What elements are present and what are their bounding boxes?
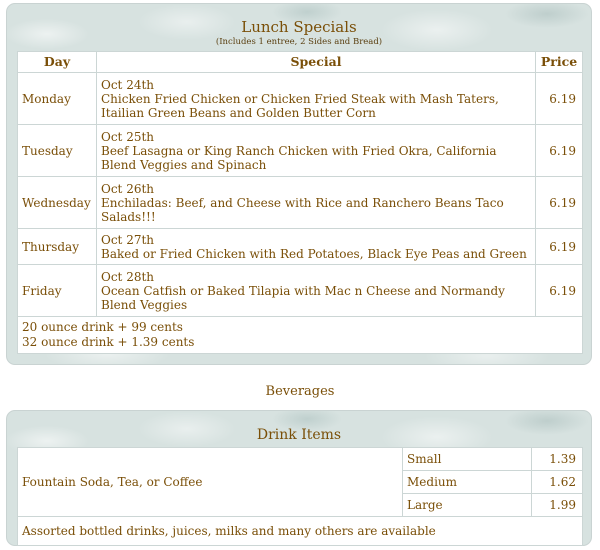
special-text: Baked or Fried Chicken with Red Potatoes, Black Eye Peas and Green [101, 246, 527, 261]
drink-note-32oz: 32 ounce drink + 1.39 cents [22, 335, 195, 349]
lunch-specials-table [17, 51, 583, 354]
special-header: Special [97, 52, 536, 73]
table-row [18, 448, 583, 471]
table-row [18, 73, 583, 125]
drink-note-20oz: 20 ounce drink + 99 cents [22, 320, 183, 334]
special-text: Beef Lasagna or King Ranch Chicken with Fried Okra, California Blend Veggies and Spinach [101, 143, 497, 172]
special-date: Oct 24th [101, 77, 155, 92]
drink-items-table [17, 447, 583, 546]
special-text: Ocean Catfish or Baked Tilapia with Mac n Cheese and Normandy Blend Veggies [101, 283, 505, 312]
drink-item-name: Fountain Soda, Tea, or Coffee [18, 448, 403, 517]
drink-items-panel [6, 410, 592, 546]
price-header: Price [536, 52, 583, 73]
special-cell [97, 265, 536, 317]
special-cell [97, 229, 536, 265]
special-date: Oct 26th [101, 181, 155, 196]
size-price-cell: 1.62 [532, 471, 583, 494]
lunch-specials-subtitle: (Includes 1 entree, 2 Sides and Bread) [215, 37, 383, 47]
drink-note-row [18, 317, 583, 354]
special-text: Chicken Fried Chicken or Chicken Fried Steak with Mash Taters, Itailian Green Beans and Golden Butter Corn [101, 91, 499, 120]
size-price-cell: 1.99 [532, 494, 583, 517]
price-cell: 6.19 [536, 73, 583, 125]
beverages-heading: Beverages [265, 384, 335, 399]
size-cell: Small [403, 448, 532, 471]
special-date: Oct 25th [101, 129, 155, 144]
special-cell [97, 177, 536, 229]
special-cell [97, 125, 536, 177]
price-cell: 6.19 [536, 229, 583, 265]
lunch-specials-panel [6, 3, 592, 365]
size-cell: Large [403, 494, 532, 517]
table-row [18, 265, 583, 317]
drink-footer-cell: Assorted bottled drinks, juices, milks and many others are available [18, 517, 583, 546]
special-date: Oct 27th [101, 232, 155, 247]
price-cell: 6.19 [536, 177, 583, 229]
size-cell: Medium [403, 471, 532, 494]
table-row [18, 177, 583, 229]
drink-footer-row [18, 517, 583, 546]
table-row [18, 125, 583, 177]
day-cell: Monday [18, 73, 97, 125]
table-header-row [18, 52, 583, 73]
price-cell: 6.19 [536, 125, 583, 177]
table-row [18, 229, 583, 265]
lunch-specials-title: Lunch Specials [241, 18, 357, 36]
special-date: Oct 28th [101, 269, 155, 284]
special-text: Enchiladas: Beef, and Cheese with Rice and Ranchero Beans Taco Salads!!! [101, 195, 504, 224]
drink-items-title: Drink Items [256, 427, 342, 443]
day-cell: Tuesday [18, 125, 97, 177]
drink-note-cell [18, 317, 583, 354]
day-cell: Wednesday [18, 177, 97, 229]
price-cell: 6.19 [536, 265, 583, 317]
day-header: Day [18, 52, 97, 73]
day-cell: Friday [18, 265, 97, 317]
size-price-cell: 1.39 [532, 448, 583, 471]
special-cell [97, 73, 536, 125]
day-cell: Thursday [18, 229, 97, 265]
